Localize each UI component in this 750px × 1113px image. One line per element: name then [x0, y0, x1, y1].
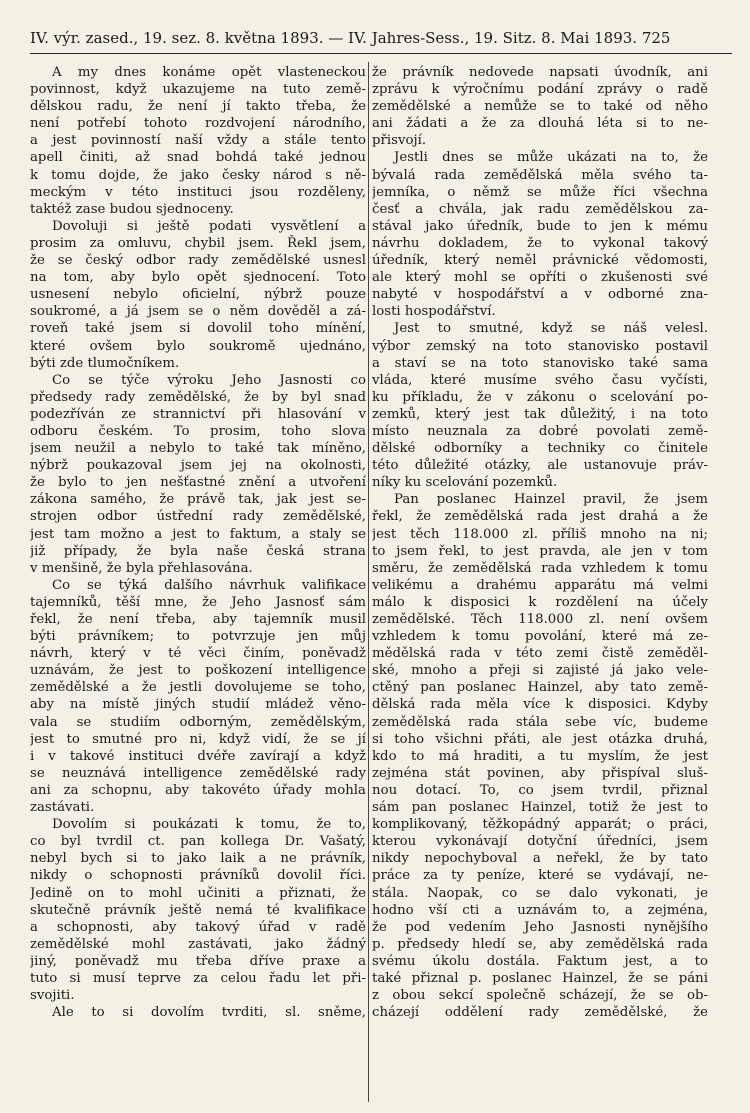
text-line: Jedině on to mohl učiniti a přiznati, že: [30, 885, 366, 901]
left-column: [30, 64, 366, 1021]
text-line: si toho všichni přáti, ale jest otázka druhá,: [372, 731, 708, 747]
text-line: tajemníků, těší mne, že Jeho Jasnosť sám: [30, 594, 366, 610]
text-line: hodno vší cti a uznávám to, a zejména,: [372, 902, 708, 918]
text-line: této důležité otázky, ale ustanovuje práv-: [372, 458, 708, 474]
right-column: [372, 64, 708, 1021]
text-line: dělská rada měla více k disposici. Kdyby: [372, 697, 708, 713]
text-line: dělskou radu, že není jí takto třeba, že: [30, 99, 366, 115]
text-line: Dovoluji si ještě podati vysvětlení a: [52, 218, 366, 234]
text-line: Pan poslanec Hainzel pravil, že jsem: [394, 492, 708, 508]
text-line: tuto si musí teprve za celou řadu let při-: [30, 970, 366, 986]
text-line: úředník, který neměl právnické vědomosti,: [372, 253, 708, 269]
text-line: soukromé, a já jsem se o něm dověděl a zá-: [30, 304, 366, 320]
text-line: vláda, které musíme svého času vyčísti,: [372, 372, 708, 388]
text-line: velikému a drahému apparátu má velmi: [372, 577, 708, 593]
text-line: jiný, poněvadž mu třeba dříve praxe a: [30, 953, 366, 969]
text-line: zejména stát povinen, aby přispíval sluš-: [372, 765, 708, 781]
text-line: jest tam možno a jest to faktum, a staly se: [30, 526, 366, 542]
text-line: vala se studiím odborným, zemědělským,: [30, 714, 366, 730]
text-line: Jest to smutné, když se náš velesl.: [394, 321, 708, 337]
text-line: není potřebí tohoto rozdvojení národního,: [30, 116, 366, 132]
text-line: podezříván ze strannictví při hlasování v: [30, 406, 366, 422]
text-line: zákona samého, že právě tak, jak jest se-: [30, 492, 366, 508]
text-line: losti hospodářství.: [372, 304, 496, 320]
text-line: jest to smutné pro ni, když vidí, že se jí: [30, 731, 366, 747]
text-line: že právník nedovede napsati úvodník, ani: [372, 65, 708, 80]
text-line: roveň také jsem si dovolil toho mínění,: [30, 321, 366, 337]
text-line: ské, mnoho a přeji si zajisté já jako vele-: [372, 663, 708, 679]
text-line: řekl, že není třeba, aby tajemník musil: [30, 612, 366, 627]
text-line: zemědělské. Těch 118.000 zl. není ovšem: [372, 612, 708, 627]
text-line: nebyl bych si to jako laik a ne právník,: [30, 851, 366, 867]
text-line: již případy, že byla naše česká strana: [30, 543, 366, 559]
text-line: mědělská rada v této zemi čistě zeměděl-: [372, 646, 708, 662]
text-line: svojiti.: [30, 988, 75, 1004]
text-line: kdo to má hraditi, a tu myslím, že jest: [372, 748, 708, 764]
text-line: Jestli dnes se může ukázati na to, že: [394, 150, 708, 166]
text-line: také přiznal p. poslanec Hainzel, že se páni: [372, 970, 708, 986]
text-line: směru, že zemědělská rada vzhledem k tomu: [372, 560, 708, 576]
text-line: býti zde tlumočníkem.: [30, 355, 180, 371]
text-line: skutečně právník ještě nemá té kvalifikace: [30, 902, 366, 918]
text-line: p. předsedy hledí se, aby zemědělská rada: [372, 936, 708, 952]
text-line: nýbrž poukazoval jsem jej na okolnosti,: [30, 458, 366, 474]
text-line: nou dotací. To, co jsem tvrdil, přiznal: [372, 782, 708, 798]
text-line: zemků, který jest tak důležitý, i na toto: [372, 406, 708, 422]
text-line: usnesení nebylo oficielní, nýbrž pouze: [30, 287, 366, 303]
text-line: cházejí oddělení rady zemědělské, že: [372, 1005, 708, 1021]
text-line: meckým v této instituci jsou rozděleny,: [30, 184, 366, 200]
text-line: zemědělské a že jestli dovolujeme se toho,: [30, 680, 366, 696]
text-line: a staví se na toto stanovisko také sama: [372, 355, 708, 371]
text-line: jest těch 118.000 zl. příliš mnoho na ni;: [372, 526, 708, 542]
text-line: se neuznává intelligence zemědělské rady: [30, 765, 366, 781]
text-line: že se český odbor rady zemědělské usnesl: [30, 253, 366, 269]
text-line: co byl tvrdil ct. pan kollega Dr. Vašatý,: [30, 834, 366, 850]
text-line: zemědělské a nemůže se to také od něho: [372, 99, 708, 115]
text-line: jemníka, o němž se může říci všechna: [372, 184, 708, 200]
text-line: Co se týká dalšího návrhuk valifikace: [52, 577, 366, 593]
text-line: málo k disposici k rozdělení na účely: [372, 594, 708, 610]
text-line: zemědělská rada stála sebe víc, budeme: [372, 714, 708, 730]
text-line: a schopnosti, aby takový úřad v radě: [30, 919, 366, 935]
text-line: a jest povinností naší vždy a stále tento: [30, 133, 366, 149]
text-line: odboru českém. To prosim, toho slova: [30, 423, 366, 439]
text-line: Dovolím si poukázati k tomu, že to,: [52, 817, 366, 833]
text-line: strojen odbor ústřední rady zemědělské,: [30, 509, 366, 525]
column-divider: [368, 62, 369, 1102]
text-line: že bylo to jen nešťastné znění a utvoření: [30, 475, 366, 491]
text-line: býti právníkem; to potvrzuje jen můj: [30, 629, 366, 645]
text-line: prosim za omluvu, chybil jsem. Řekl jsem,: [30, 235, 366, 251]
text-line: přisvojí.: [372, 133, 427, 149]
text-line: stával jako úředník, bude to jen k mému: [372, 218, 708, 234]
text-line: řekl, že zemědělská rada jest drahá a že: [372, 509, 708, 525]
text-line: ani za schopnu, aby takovéto úřady mohla: [30, 782, 366, 798]
text-line: jsem neužil a nebylo to také tak míněno,: [30, 441, 366, 457]
text-line: návrh, který v té věci činím, poněvadž: [30, 646, 366, 662]
text-line: nikdy o schopnosti právníků dovolil říci.: [30, 868, 366, 884]
text-line: aby na místě jiných studií mládež věno-: [30, 697, 366, 713]
text-line: z obou sekcí společně scházejí, že se ob-: [372, 988, 708, 1004]
text-line: k tomu dojde, že jako česky národ s ně-: [30, 167, 366, 183]
text-line: ani žádati a že za dlouhá léta si to ne-: [372, 116, 708, 132]
text-line: předsedy rady zemědělské, že by byl snad: [30, 389, 366, 405]
text-line: místo neuznala za dobré povolati země-: [372, 423, 708, 439]
header-rule: [30, 53, 732, 54]
text-line: práce za ty peníze, které se vydávají, ne-: [372, 868, 708, 884]
text-line: výbor zemský na toto stanovisko postavil: [372, 338, 708, 354]
text-line: dělské odborníky a techniky co činitele: [372, 441, 708, 457]
text-line: nabyté v hospodářství a v odborné zna-: [372, 287, 708, 303]
text-line: apell činiti, až snad bohdá také jednou: [30, 150, 366, 166]
text-line: to jsem řekl, to jest pravda, ale jen v tom: [372, 543, 708, 559]
text-line: které ovšem bylo soukromě ujednáno,: [30, 338, 366, 354]
text-line: Co se týče výroku Jeho Jasnosti co: [52, 372, 366, 388]
text-line: česť a chvála, jak radu zemědělskou za-: [372, 201, 708, 217]
text-line: zemědělské mohl zastávati, jako žádný: [30, 936, 366, 952]
text-line: Ale to si dovolím tvrditi, sl. sněme,: [52, 1005, 366, 1021]
text-line: i v takové instituci dvéře zavírají a když: [30, 748, 366, 764]
text-line: povinnost, když ukazujeme na tuto země-: [30, 82, 366, 98]
text-line: stála. Naopak, co se dalo vykonati, je: [372, 885, 708, 901]
text-line: A my dnes konáme opět vlasteneckou: [52, 65, 366, 80]
text-line: bývalá rada zemědělská měla svého ta-: [372, 167, 708, 183]
text-line: ctěný pan poslanec Hainzel, aby tato země-: [372, 680, 708, 696]
text-line: taktéž zase budou sjednoceny.: [30, 201, 234, 217]
text-line: návrhu dokladem, že to vykonal takový: [372, 235, 708, 251]
text-line: níky ku scelování pozemků.: [372, 475, 558, 491]
text-line: uznávám, že jest to poškození intelligence: [30, 663, 366, 679]
text-line: ale který mohl se opříti o zkušenosti své: [372, 270, 708, 286]
text-line: zprávu k výročnímu podání zprávy o radě: [372, 82, 708, 98]
text-line: ku příkladu, že v zákonu o scelování po-: [372, 389, 708, 405]
text-line: vzhledem k tomu povolání, které má ze-: [372, 629, 708, 645]
text-line: že pod vedením Jeho Jasnosti nynějšího: [372, 919, 708, 935]
page-header: IV. výr. zased., 19. sez. 8. května 1893. — IV. Jahres-Sess., 19. Sitz. 8. Mai 1893. 725: [30, 29, 671, 47]
text-line: na tom, aby bylo opět sjednocení. Toto: [30, 270, 366, 286]
text-line: kterou vykonávají dotyční úředníci, jsem: [372, 834, 708, 850]
text-line: svému úkolu dostála. Faktum jest, a to: [372, 953, 708, 969]
text-line: sám pan poslanec Hainzel, totiž že jest to: [372, 800, 708, 816]
text-line: v menšině, že byla přehlasována.: [30, 560, 253, 576]
text-line: nikdy nepochyboval a neřekl, že by tato: [372, 851, 708, 867]
text-line: komplikovaný, těžkopádný apparát; o práci,: [372, 817, 708, 833]
text-line: zastávati.: [30, 800, 95, 816]
